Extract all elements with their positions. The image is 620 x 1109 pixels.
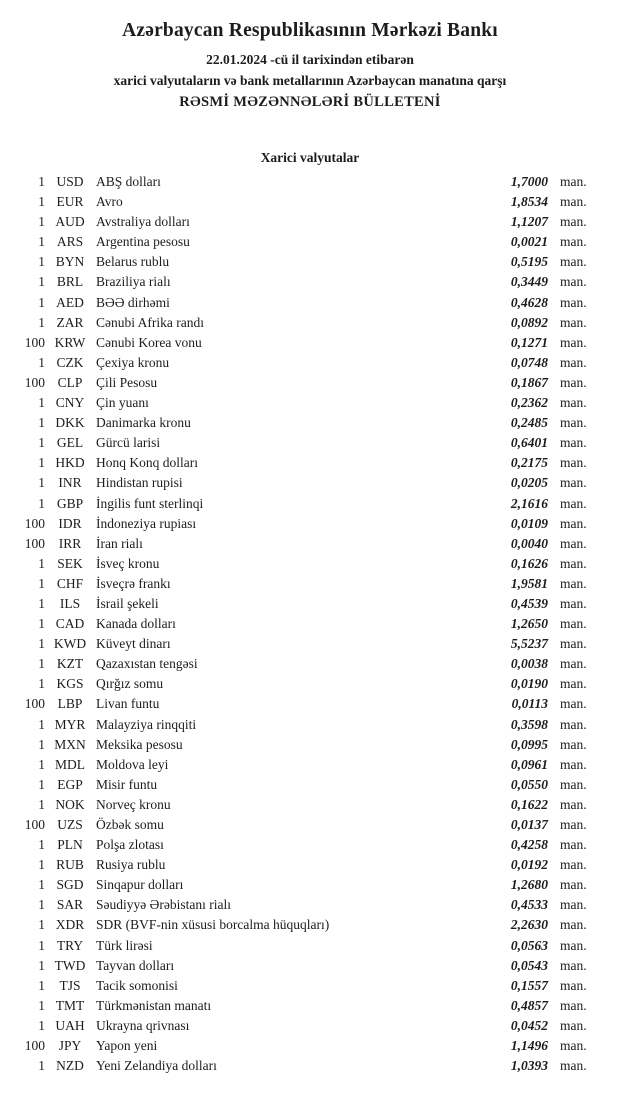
currency-unit: man. [560,656,587,672]
currency-unit: man. [560,696,587,712]
currency-code: BYN [55,254,85,270]
currency-code: AED [56,294,84,310]
currency-quantity: 100 [24,817,45,832]
currency-quantity: 1 [38,1017,45,1033]
currency-unit: man. [560,595,587,611]
currency-name: Argentina pesosu [96,234,190,250]
currency-unit: man. [560,977,587,993]
currency-rate: 0,3449 [510,274,548,290]
rate-row [0,554,595,574]
currency-rate: 0,1271 [510,334,548,350]
currency-rate: 0,0550 [510,776,548,792]
currency-unit: man. [560,495,587,511]
currency-unit: man. [560,374,587,390]
currency-rate: 0,0113 [511,696,548,712]
currency-rate: 2,1616 [510,495,548,511]
currency-code: UAH [55,1017,85,1033]
exchange-rates-table [0,172,620,1076]
rate-row [0,373,595,393]
currency-code: MYR [54,716,86,732]
currency-name: Kanada dolları [96,616,176,632]
currency-name: Türk lirəsi [96,937,153,953]
currency-unit: man. [560,395,587,411]
currency-unit: man. [560,857,587,873]
currency-name: Yeni Zelandiya dolları [96,1058,217,1074]
rate-row [0,654,595,674]
currency-rate: 0,5195 [510,254,548,270]
currency-rate: 0,0892 [510,314,548,330]
currency-quantity: 100 [24,535,45,551]
currency-rate: 0,1557 [510,977,548,993]
currency-rate: 0,1622 [510,796,548,812]
rate-row [0,172,595,192]
currency-code: KRW [54,334,86,350]
currency-quantity: 1 [38,395,45,411]
rate-row [0,293,595,313]
currency-unit: man. [560,294,587,310]
currency-code: IDR [58,515,82,531]
rate-row [0,353,595,373]
bulletin-title: RƏSMİ MƏZƏNNƏLƏRİ BÜLLETENİ [179,94,441,110]
currency-rate: 0,4539 [510,595,548,611]
currency-name: Livan funtu [96,696,160,712]
currency-rate: 0,3598 [510,716,548,732]
currency-code: UZS [57,817,83,832]
currency-quantity: 1 [38,897,45,913]
currency-code: BRL [56,274,84,290]
rate-row [0,996,595,1016]
currency-rate: 5,5237 [510,636,548,652]
currency-rate: 1,2680 [510,877,548,893]
currency-rate: 0,1626 [510,555,548,571]
currency-name: Hindistan rupisi [96,475,183,491]
rate-row [0,815,595,835]
currency-code: ARS [56,234,84,250]
currency-code: TJS [59,977,81,993]
currency-rate: 0,0137 [510,817,548,832]
rate-row [0,835,595,855]
currency-rate: 0,0748 [510,354,548,370]
currency-name: ABŞ dolları [96,174,161,189]
currency-code: SAR [56,897,84,913]
currency-name: Meksika pesosu [96,736,183,752]
currency-unit: man. [560,555,587,571]
currency-code: TRY [56,937,84,953]
currency-unit: man. [560,997,587,1013]
currency-unit: man. [560,1058,587,1074]
currency-code: CHF [56,575,84,591]
currency-code: SEK [57,555,83,571]
rate-row [0,795,595,815]
currency-name: Polşa zlotası [96,837,164,853]
currency-rate: 1,8534 [510,194,548,210]
rate-row [0,534,595,554]
rate-row [0,453,595,473]
currency-code: ILS [59,595,81,611]
currency-unit: man. [560,194,587,210]
currency-unit: man. [560,1038,587,1054]
currency-rate: 1,1496 [510,1038,548,1054]
currency-code: DKK [55,415,85,431]
currency-name: İngilis funt sterlinqi [96,495,204,511]
currency-quantity: 1 [38,314,45,330]
section-title-foreign-currencies: Xarici valyutalar [260,150,360,165]
bulletin-header [0,19,620,113]
currency-quantity: 1 [38,455,45,471]
currency-quantity: 1 [38,716,45,732]
currency-rate: 1,9581 [510,575,548,591]
currency-rate: 0,0563 [510,937,548,953]
currency-rate: 0,2485 [510,415,548,431]
rate-row [0,272,595,292]
currency-rate: 0,0192 [510,857,548,873]
rate-row [0,594,595,614]
currency-unit: man. [560,415,587,431]
currency-rate: 1,1207 [510,214,548,230]
currency-code: IRR [58,535,82,551]
currency-quantity: 1 [38,174,45,189]
rate-row [0,634,595,654]
rate-row [0,755,595,775]
currency-name: Cənubi Afrika randı [96,314,204,330]
currency-name: Norveç kronu [96,796,171,812]
currency-quantity: 100 [24,334,45,350]
currency-quantity: 1 [38,917,45,933]
effective-date-line: 22.01.2024 -cü il tarixindən etibarən [206,52,414,67]
currency-quantity: 1 [38,575,45,591]
currency-unit: man. [560,636,587,652]
currency-rate: 0,1867 [510,374,548,390]
currency-rate: 1,7000 [510,174,548,189]
currency-quantity: 1 [38,957,45,973]
currency-unit: man. [560,475,587,491]
currency-unit: man. [560,274,587,290]
currency-quantity: 1 [38,234,45,250]
currency-name: Özbək somu [96,817,164,832]
currency-quantity: 1 [38,937,45,953]
rate-row [0,393,595,413]
currency-quantity: 1 [38,877,45,893]
currency-quantity: 1 [38,595,45,611]
currency-name: Belarus rublu [96,254,170,270]
currency-code: XDR [55,917,85,933]
currency-code: TMT [55,997,85,1013]
currency-unit: man. [560,837,587,853]
currency-code: KWD [53,636,87,652]
currency-unit: man. [560,455,587,471]
currency-code: ZAR [56,314,84,330]
currency-name: Çexiya kronu [96,354,170,370]
currency-unit: man. [560,776,587,792]
currency-quantity: 100 [24,1038,45,1054]
currency-code: GBP [56,495,84,511]
currency-name: İndoneziya rupiası [96,515,197,531]
rate-row [0,674,595,694]
rate-row [0,915,595,935]
currency-quantity: 1 [38,636,45,652]
currency-name: Çin yuanı [96,395,149,411]
currency-name: İsveçrə frankı [96,575,171,591]
currency-unit: man. [560,937,587,953]
rate-row [0,1016,595,1036]
currency-unit: man. [560,716,587,732]
currency-code: TWD [54,957,86,973]
currency-code: PLN [57,837,83,853]
currency-unit: man. [560,354,587,370]
currency-quantity: 1 [38,1058,45,1074]
subject-line: xarici valyutaların və bank metallarının Azərbaycan manatına qarşı [113,73,507,88]
rate-row [0,313,595,333]
currency-unit: man. [560,214,587,230]
rate-row [0,936,595,956]
rate-row [0,735,595,755]
currency-quantity: 1 [38,656,45,672]
currency-quantity: 1 [38,796,45,812]
currency-code: MDL [55,756,85,772]
rate-row [0,252,595,272]
currency-name: Avro [96,194,123,210]
currency-code: CZK [56,354,84,370]
currency-unit: man. [560,334,587,350]
currency-unit: man. [560,435,587,451]
currency-name: Ukrayna qrivnası [96,1017,190,1033]
rate-row [0,514,595,534]
currency-code: RUB [56,857,84,873]
currency-name: Braziliya rialı [96,274,171,290]
rate-row [0,494,595,514]
currency-unit: man. [560,174,587,189]
rate-row [0,1056,595,1076]
currency-code: HKD [55,455,85,471]
currency-rate: 0,4857 [510,997,548,1013]
currency-unit: man. [560,676,587,692]
currency-unit: man. [560,897,587,913]
currency-quantity: 1 [38,857,45,873]
currency-unit: man. [560,1017,587,1033]
currency-code: INR [58,475,82,491]
currency-name: Avstraliya dolları [96,214,190,230]
currency-unit: man. [560,877,587,893]
currency-name: İsrail şekeli [96,595,159,611]
currency-quantity: 1 [38,756,45,772]
rate-row [0,1036,595,1056]
currency-quantity: 1 [38,194,45,210]
currency-name: İsveç kronu [96,555,160,571]
bank-name-title: Azərbaycan Respublikasının Mərkəzi Bankı [122,20,498,41]
currency-code: KGS [56,676,84,692]
currency-rate: 0,4533 [510,897,548,913]
currency-name: Danimarka kronu [96,415,191,431]
currency-name: Sinqapur dolları [96,877,184,893]
currency-quantity: 1 [38,495,45,511]
currency-name: Türkmənistan manatı [96,997,212,1013]
currency-rate: 1,0393 [510,1058,548,1074]
currency-rate: 0,0961 [510,756,548,772]
rate-row [0,694,595,714]
currency-unit: man. [560,756,587,772]
currency-unit: man. [560,314,587,330]
currency-rate: 0,0109 [510,515,548,531]
currency-rate: 0,0038 [510,656,548,672]
currency-rate: 2,2630 [510,917,548,933]
rate-row [0,413,595,433]
currency-name: Gürcü larisi [96,435,161,451]
currency-quantity: 1 [38,736,45,752]
rate-row [0,976,595,996]
currency-name: Moldova leyi [96,756,169,772]
currency-name: Honq Konq dolları [96,455,198,471]
currency-rate: 0,2362 [510,395,548,411]
currency-quantity: 1 [38,214,45,230]
currency-unit: man. [560,616,587,632]
currency-quantity: 1 [38,997,45,1013]
rate-row [0,333,595,353]
currency-quantity: 1 [38,616,45,632]
currency-quantity: 1 [38,415,45,431]
currency-name: Çili Pesosu [96,374,158,390]
currency-rate: 0,4258 [510,837,548,853]
currency-name: Rusiya rublu [96,857,166,873]
currency-rate: 0,0190 [510,676,548,692]
currency-name: SDR (BVF-nin xüsusi borcalma hüquqları) [96,917,330,933]
currency-unit: man. [560,515,587,531]
currency-unit: man. [560,535,587,551]
currency-rate: 0,6401 [510,435,548,451]
currency-name: Misir funtu [96,776,158,792]
currency-rate: 0,0995 [510,736,548,752]
rate-row [0,895,595,915]
currency-quantity: 1 [38,274,45,290]
currency-code: CLP [57,374,83,390]
currency-unit: man. [560,254,587,270]
rate-row [0,614,595,634]
rate-row [0,192,595,212]
currency-code: KZT [56,656,84,672]
currency-rate: 0,0040 [510,535,548,551]
currency-name: Malayziya rinqqiti [96,716,197,732]
currency-name: Küveyt dinarı [96,636,171,652]
currency-code: CAD [55,616,85,632]
rate-row [0,775,595,795]
currency-rate: 1,2650 [510,616,548,632]
currency-name: İran rialı [96,535,143,551]
currency-name: Səudiyyə Ərəbistanı rialı [96,897,231,913]
currency-code: MXN [54,736,86,752]
currency-code: USD [56,174,84,189]
rate-row [0,232,595,252]
currency-unit: man. [560,817,587,832]
currency-quantity: 1 [38,254,45,270]
currency-quantity: 1 [38,294,45,310]
currency-code: AUD [55,214,85,230]
currency-rate: 0,0021 [510,234,548,250]
currency-rate: 0,0452 [510,1017,548,1033]
currency-quantity: 1 [38,837,45,853]
currency-quantity: 100 [24,515,45,531]
rate-row [0,855,595,875]
currency-code: EGP [57,776,83,792]
currency-quantity: 100 [24,696,45,712]
currency-name: Tacik somonisi [96,977,178,993]
currency-quantity: 100 [24,374,45,390]
currency-quantity: 1 [38,435,45,451]
rate-row [0,956,595,976]
currency-code: NOK [55,796,85,812]
currency-unit: man. [560,234,587,250]
currency-quantity: 1 [38,776,45,792]
currency-quantity: 1 [38,977,45,993]
currency-code: SGD [56,877,84,893]
currency-code: LBP [57,696,83,712]
currency-unit: man. [560,575,587,591]
currency-quantity: 1 [38,676,45,692]
currency-name: Qırğız somu [96,676,164,692]
currency-name: BƏƏ dirhəmi [96,294,170,310]
rate-row [0,433,595,453]
currency-name: Yapon yeni [96,1038,158,1054]
currency-code: GEL [56,435,84,451]
currency-code: NZD [56,1058,84,1074]
currency-code: EUR [56,194,84,210]
currency-unit: man. [560,736,587,752]
currency-quantity: 1 [38,555,45,571]
currency-code: CNY [55,395,85,411]
currency-quantity: 1 [38,354,45,370]
currency-rate: 0,0543 [510,957,548,973]
currency-quantity: 1 [38,475,45,491]
currency-rate: 0,0205 [510,475,548,491]
currency-unit: man. [560,796,587,812]
rate-row [0,875,595,895]
currency-code: JPY [58,1038,82,1054]
currency-name: Cənubi Korea vonu [96,334,202,350]
rate-row [0,574,595,594]
rate-row [0,715,595,735]
currency-name: Qazaxıstan tengəsi [96,656,198,672]
currency-rate: 0,4628 [510,294,548,310]
currency-name: Tayvan dolları [96,957,175,973]
rate-row [0,212,595,232]
currency-unit: man. [560,957,587,973]
currency-unit: man. [560,917,587,933]
currency-rate: 0,2175 [510,455,548,471]
rate-row [0,473,595,493]
